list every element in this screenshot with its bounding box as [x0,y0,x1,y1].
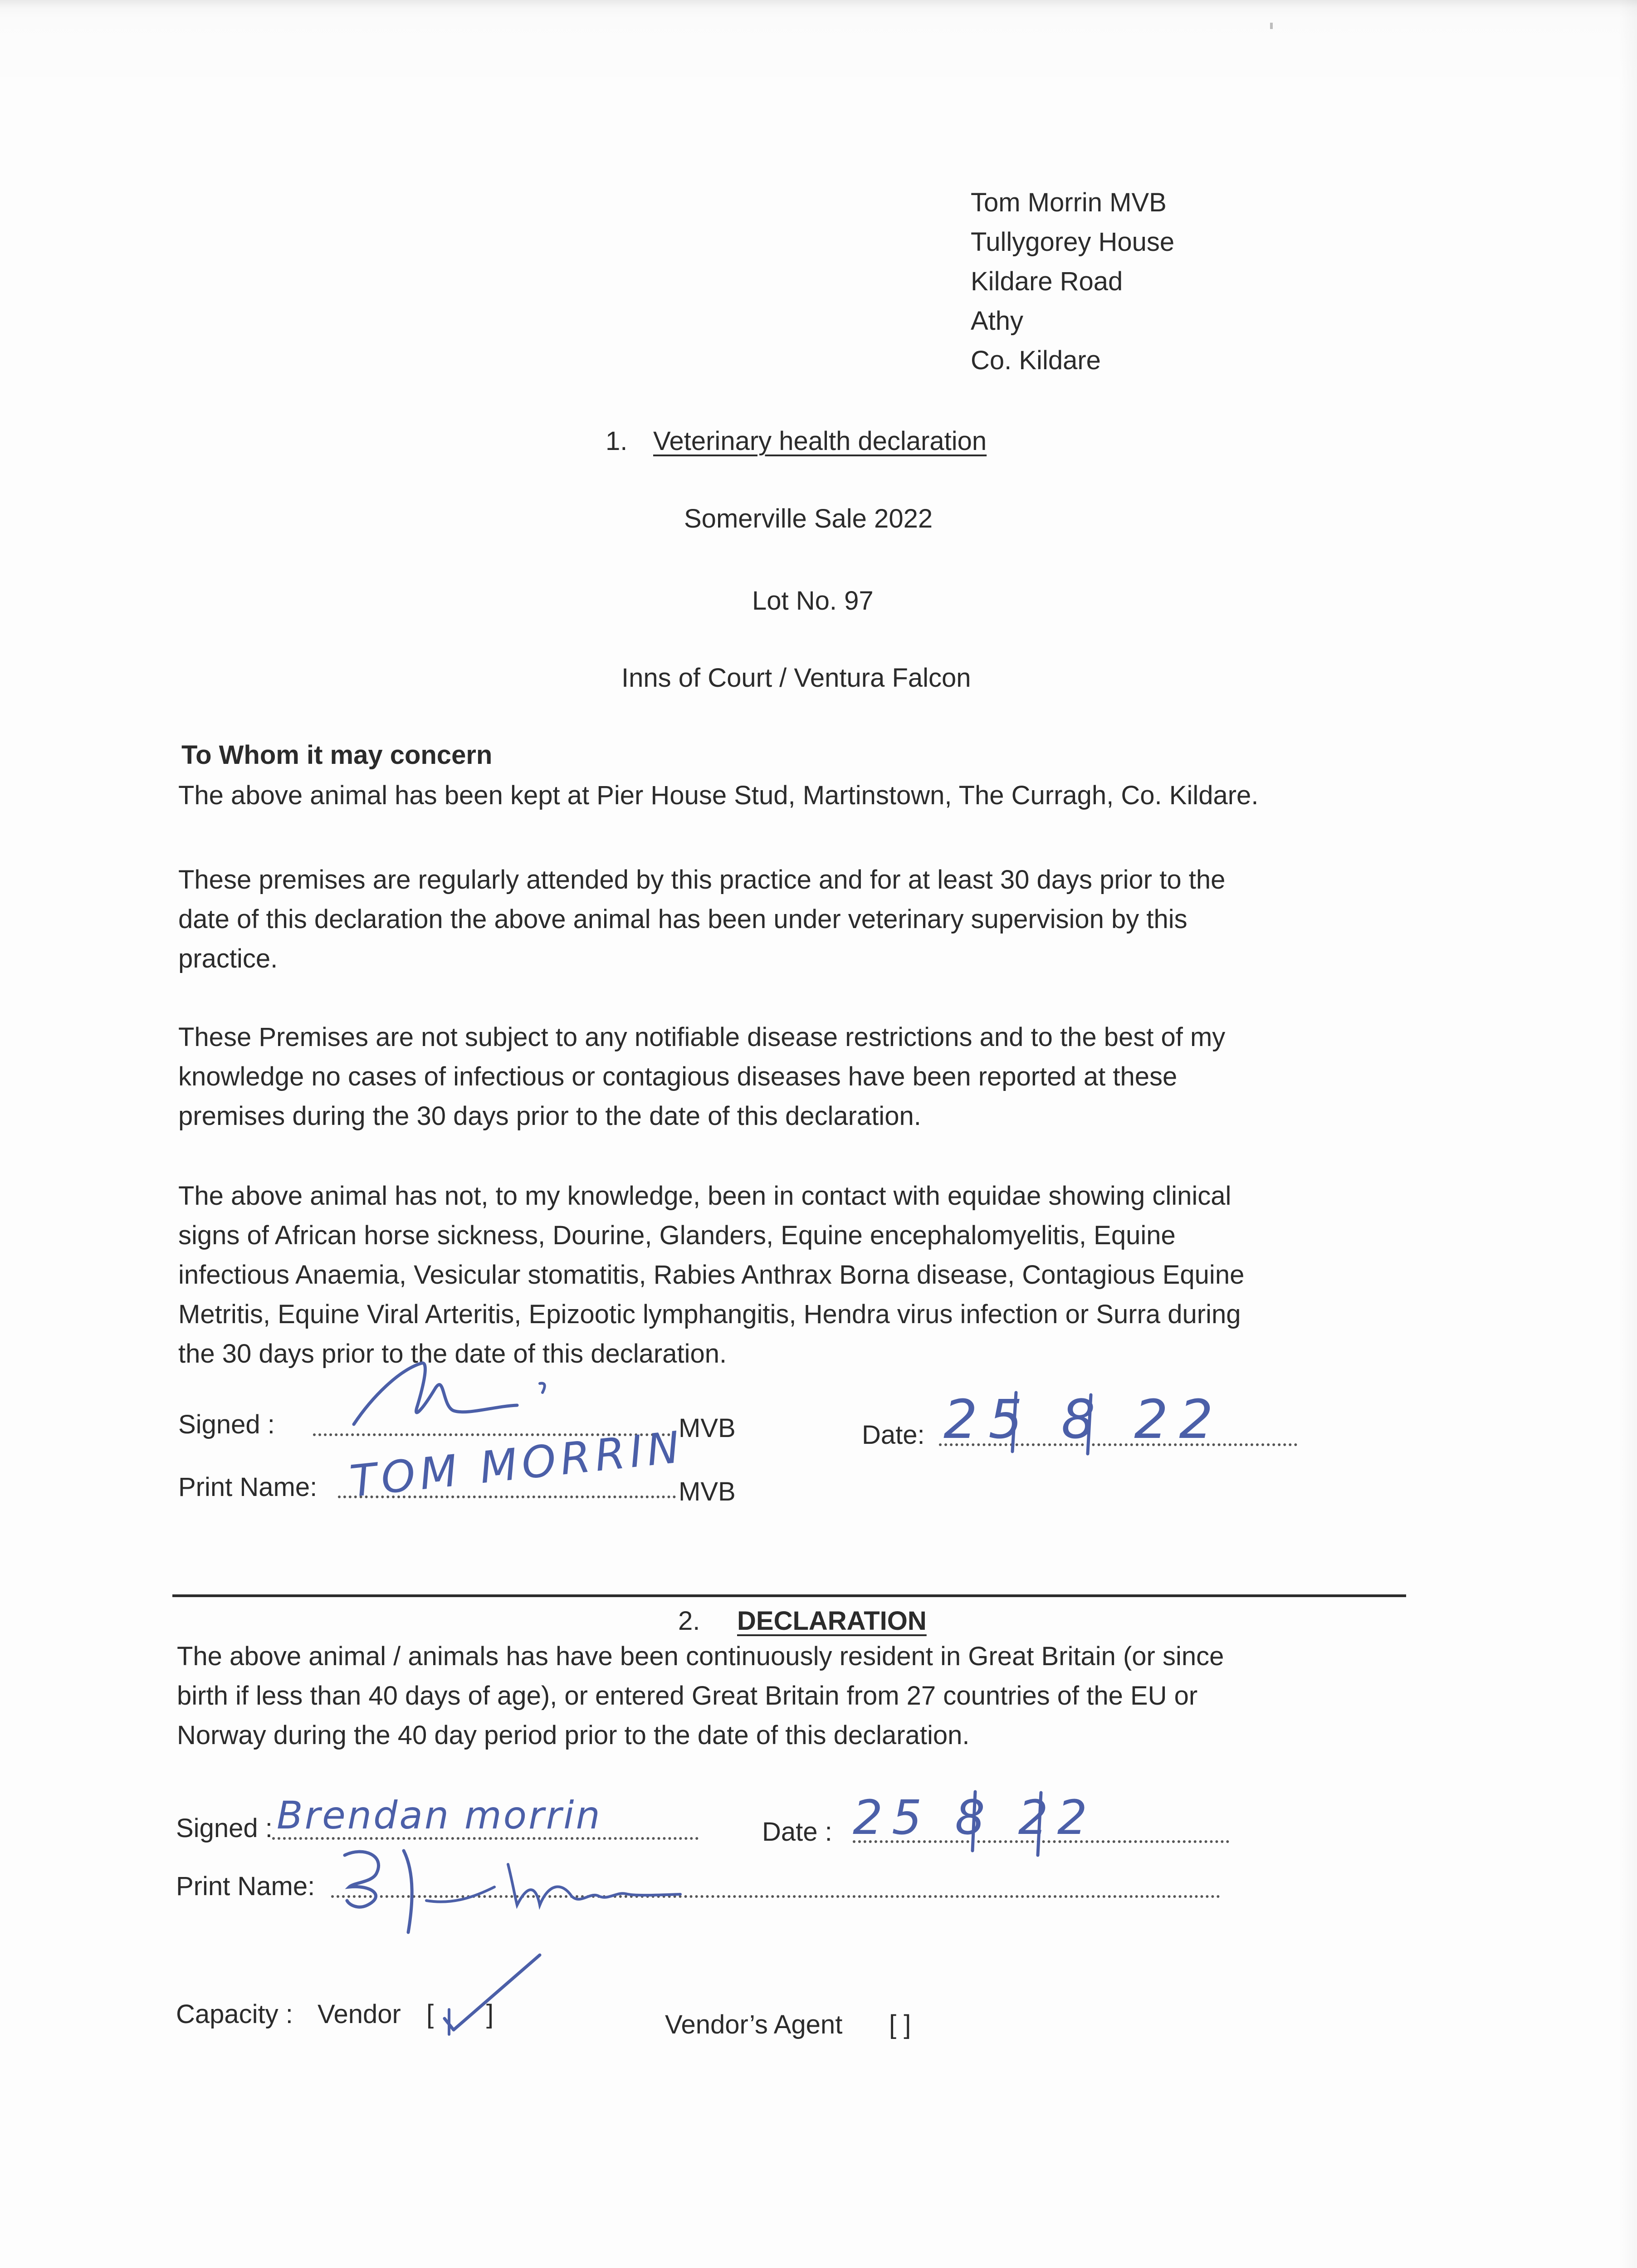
page-edge-shadow [1619,0,1637,2268]
address-name: Tom Morrin MVB [971,188,1167,217]
paragraph-line: knowledge no cases of infectious or contagious diseases have been reported at these [178,1062,1178,1091]
paragraph-line: birth if less than 40 days of age), or entered Great Britain from 27 countries of the EU or [177,1681,1198,1711]
vendor-agent-checkbox[interactable]: [ ] [889,2010,911,2039]
paragraph-line: infectious Anaemia, Vesicular stomatitis, Rabies Anthrax Borna disease, Contagious Equine [178,1260,1245,1290]
vendor-signature-icon [336,1837,744,1941]
paragraph-line: the 30 days prior to the date of this declaration. [178,1339,727,1369]
mvb-suffix: MVB [679,1477,736,1506]
check-mark-icon [435,1946,553,2037]
date-label: Date : [762,1817,832,1847]
vendor-date-value: 25 8 22 [853,1790,1096,1845]
paragraph-line: The above animal / animals has have been continuously resident in Great Britain (or since [177,1642,1224,1671]
signed-label: Signed : [176,1813,273,1843]
vet-date-value: 25 8 22 [943,1388,1224,1451]
print-name-label: Print Name: [178,1472,318,1502]
paragraph-line: signs of African horse sickness, Dourine, Glanders, Equine encephalomyelitis, Equine [178,1221,1176,1250]
vendor-agent-label: Vendor’s Agent [665,2010,843,2039]
paragraph-line: These Premises are not subject to any notifiable disease restrictions and to the best of my [178,1022,1226,1052]
paragraph-line: premises during the 30 days prior to the date of this declaration. [178,1101,921,1131]
paragraph-line: Metritis, Equine Viral Arteritis, Epizootic lymphangitis, Hendra virus infection or Surra during [178,1300,1241,1329]
date-slashes-icon [1002,1388,1184,1456]
paragraph-3 [178,1017,1403,1136]
paragraph-line: The above animal has not, to my knowledge, been in contact with equidae showing clinical [178,1181,1231,1211]
salutation: To Whom it may concern [181,740,493,770]
paragraph-line: Norway during the 40 day period prior to the date of this declaration. [177,1721,970,1750]
vendor-checkbox-close: ] [486,1999,494,2029]
signed-label: Signed : [178,1410,275,1439]
mvb-suffix: MVB [679,1413,736,1443]
section1-number: 1. [606,426,628,456]
vet-print-name: TOM MORRIN [347,1421,687,1507]
section1-heading: Veterinary health declaration [653,426,987,456]
date-slashes-icon [921,1787,1093,1855]
print-name-label: Print Name: [176,1872,315,1901]
address-line: Tullygorey House [971,227,1175,257]
paragraph-line: These premises are regularly attended by this practice and for at least 30 days prior to the [178,865,1226,894]
section-divider [172,1594,1406,1597]
section2-heading: DECLARATION [737,1606,927,1636]
vet-signature-icon [345,1356,581,1442]
lot-number: Lot No. 97 [752,586,874,616]
address-line: Co. Kildare [971,346,1101,375]
address-line: Athy [971,306,1024,336]
paragraph-4 [178,1176,1403,1374]
paragraph-1 [178,776,1403,815]
vendor-signed-name: Brendan morrin [277,1793,602,1838]
horse-name: Inns of Court / Ventura Falcon [621,663,971,693]
sale-name: Somerville Sale 2022 [684,504,933,533]
vendor-label: Vendor [318,1999,401,2029]
paragraph-2 [178,860,1403,978]
capacity-label: Capacity : [176,1999,293,2029]
vendor-checkbox-open[interactable]: [ [426,1999,434,2029]
section2-number: 2. [678,1606,700,1636]
declaration-paragraph [177,1637,1402,1755]
scan-speck [1270,23,1273,29]
paragraph-line: date of this declaration the above animal has been under veterinary supervision by this [178,904,1187,934]
address-line: Kildare Road [971,267,1123,296]
date-label: Date: [862,1420,925,1450]
paragraph-line: The above animal has been kept at Pier House Stud, Martinstown, The Curragh, Co. Kildare. [178,781,1259,810]
paragraph-line: practice. [178,944,278,973]
